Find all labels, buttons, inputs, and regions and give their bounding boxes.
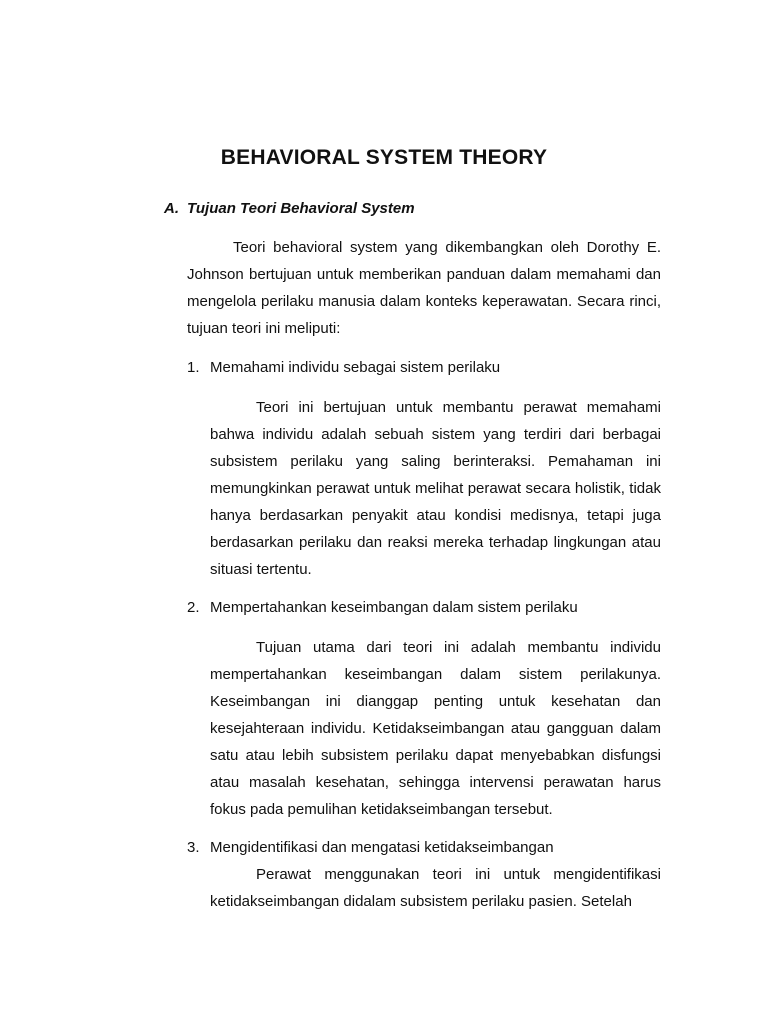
section-heading-text: Tujuan Teori Behavioral System [187,200,415,217]
list-heading-text: Mempertahankan keseimbangan dalam sistem perilaku [210,599,578,616]
list-number: 3. [187,839,200,856]
list-item-1-body: Teori ini bertujuan untuk membantu perawat memahami bahwa individu adalah sebuah sistem yang terdiri dari berbagai subsistem perilaku yang saling berinteraksi. Pemahaman ini memungkinkan perawat untuk melihat perawat secara holistik, tidak hanya berdasarkan penyakit atau kondisi medisnya, tetapi juga berdasarkan perilaku dan reaksi mereka terhadap lingkungan atau situasi tertentu. [210,399,661,578]
list-item-3-body: Perawat menggunakan teori ini untuk mengidentifikasi ketidakseimbangan didalam subsistem perilaku pasien. Setelah [210,866,661,910]
list-heading-text: Memahami individu sebagai sistem perilaku [210,359,501,376]
list-number: 1. [187,359,200,376]
section-letter: A. [164,200,179,217]
list-item-2-heading [187,598,578,618]
document-title: BEHAVIORAL SYSTEM THEORY [220,146,548,169]
list-item-3-heading [187,838,554,858]
section-heading [164,200,415,217]
list-heading-text: Mengidentifikasi dan mengatasi ketidakseimbangan [210,839,554,856]
list-item-1-heading [187,358,500,378]
list-number: 2. [187,599,200,616]
intro-paragraph: Teori behavioral system yang dikembangkan oleh Dorothy E. Johnson bertujuan untuk memberikan panduan dalam memahami dan mengelola perilaku manusia dalam konteks keperawatan. Secara rinci, tujuan teori ini meliputi: [187,239,661,337]
list-item-2-body: Tujuan utama dari teori ini adalah membantu individu mempertahankan keseimbangan dalam sistem perilakunya. Keseimbangan ini dianggap penting untuk kesehatan dan kesejahteraan individu. Ketidakseimbangan atau gangguan dalam satu atau lebih subsistem perilaku dapat menyebabkan disfungsi atau masalah kesehatan, sehingga intervensi perawatan harus fokus pada pemulihan ketidakseimbangan tersebut. [210,639,661,818]
